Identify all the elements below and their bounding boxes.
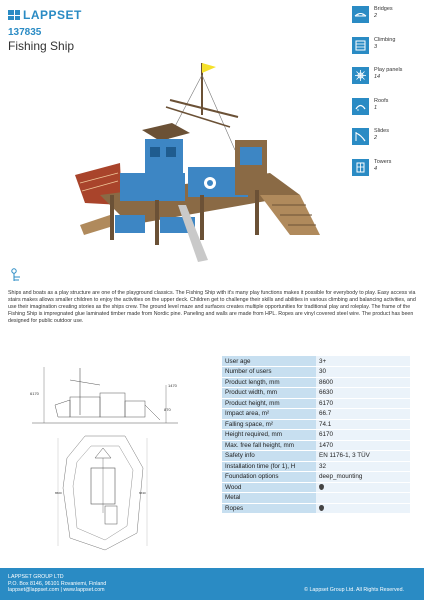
spec-value: 30 xyxy=(316,367,410,378)
drop-icon xyxy=(319,484,324,490)
table-row xyxy=(222,398,410,409)
bridge-icon xyxy=(352,6,369,23)
tower-icon xyxy=(352,159,369,176)
table-row xyxy=(222,419,410,430)
feature-play-panels xyxy=(352,67,422,98)
plan-length-label: 8600 xyxy=(55,491,62,495)
spec-value: 1470 xyxy=(316,440,410,451)
spec-value xyxy=(316,482,410,493)
feature-towers xyxy=(352,159,422,190)
spec-value: 6170 xyxy=(316,430,410,441)
table-row xyxy=(222,440,410,451)
spec-value: 66.7 xyxy=(316,409,410,420)
spec-value: EN 1176-1, 3 TÜV xyxy=(316,451,410,462)
brand-name: LAPPSET xyxy=(23,8,82,22)
spec-value: 32 xyxy=(316,461,410,472)
footer-copyright: © Lappset Group Ltd. All Rights Reserved. xyxy=(304,587,404,593)
drop-icon xyxy=(319,505,324,511)
brand-logo xyxy=(8,8,82,22)
spec-value: 8600 xyxy=(316,377,410,388)
feature-climbing xyxy=(352,37,422,68)
table-row xyxy=(222,367,410,378)
spec-key: Max. free fall height, mm xyxy=(222,440,316,451)
footer-address: P.O. Box 8146, 96101 Rovaniemi, Finland xyxy=(8,580,107,587)
fall-height-label: 1470 xyxy=(168,383,177,388)
spec-value: 74.1 xyxy=(316,419,410,430)
width-dimension-label: 870 xyxy=(164,407,171,412)
product-code: 137835 xyxy=(8,27,42,38)
table-row xyxy=(222,356,410,367)
spec-key: Falling space, m² xyxy=(222,419,316,430)
spec-key: Installation time (for 1), H xyxy=(222,461,316,472)
slide-icon xyxy=(352,128,369,145)
feature-count: 2 xyxy=(374,135,378,141)
spec-key: Metal xyxy=(222,493,316,504)
table-row xyxy=(222,377,410,388)
footer-company: LAPPSET GROUP LTD xyxy=(8,574,64,580)
spec-key: Impact area, m² xyxy=(222,409,316,420)
play-panel-icon xyxy=(352,67,369,84)
feature-label: Play panels xyxy=(374,67,403,73)
spec-key: Product width, mm xyxy=(222,388,316,399)
spec-key: Product length, mm xyxy=(222,377,316,388)
certification-icon xyxy=(10,268,22,282)
table-row xyxy=(222,493,410,504)
feature-count: 2 xyxy=(374,13,378,19)
feature-count: 3 xyxy=(374,43,378,50)
climbing-icon xyxy=(352,37,369,54)
spec-key: Height required, mm xyxy=(222,430,316,441)
height-dimension-label: 6170 xyxy=(30,391,39,396)
table-row xyxy=(222,503,410,514)
product-description: Ships and boats as a play structure are one of the playground classics. The Fishing Ship with it's many play functions makes it possible for everybody to play. Easy access via stairs makes allows smaller children to enjoy the activities on the upper deck. Children get to challenge their skills and abilities in various climbing and balancing activities, and use their imagination creating stories as the ships crew. The ground level maze and surfaces creates multiple opportunities for traditional play and roleplay. The frame of the Fishing Ship is impregnated glue laminated timber made from Nordic pine. Paneling and walls are made from HPL. Ropes are vinyl covered steel wire. The product has been designed for public outdoor use. xyxy=(8,290,416,324)
spec-key: Number of users xyxy=(222,367,316,378)
feature-label: Roofs xyxy=(374,97,389,104)
spec-value: deep_mounting xyxy=(316,472,410,483)
feature-label: Climbing xyxy=(374,36,396,43)
plan-drawing xyxy=(55,428,150,556)
fishing-ship-illustration xyxy=(60,55,330,270)
spec-key: Product height, mm xyxy=(222,398,316,409)
spec-key: Ropes xyxy=(222,503,316,514)
table-row xyxy=(222,482,410,493)
feature-count: 4 xyxy=(374,165,378,172)
page-footer xyxy=(0,568,424,600)
elevation-drawing xyxy=(30,365,180,425)
feature-label: Bridges xyxy=(374,6,393,12)
spec-value: 6630 xyxy=(316,388,410,399)
feature-list xyxy=(352,6,422,189)
table-row xyxy=(222,388,410,399)
spec-key: Foundation options xyxy=(222,472,316,483)
plan-width-label: 6630 xyxy=(139,491,146,495)
spec-value: 3+ xyxy=(316,356,410,367)
table-row xyxy=(222,430,410,441)
feature-slides xyxy=(352,128,422,159)
table-row xyxy=(222,461,410,472)
spec-table xyxy=(222,356,410,514)
table-row xyxy=(222,472,410,483)
spec-value: 6170 xyxy=(316,398,410,409)
feature-count: 14 xyxy=(374,74,381,80)
feature-roofs xyxy=(352,98,422,129)
feature-label: Towers xyxy=(374,158,392,165)
product-name: Fishing Ship xyxy=(8,39,75,53)
spec-value xyxy=(316,503,410,514)
spec-key: Safety info xyxy=(222,451,316,462)
feature-count: 1 xyxy=(374,104,378,111)
spec-key: User age xyxy=(222,356,316,367)
feature-label: Slides xyxy=(374,128,389,134)
spec-key: Wood xyxy=(222,482,316,493)
spec-value xyxy=(316,493,410,504)
table-row xyxy=(222,409,410,420)
feature-bridges xyxy=(352,6,422,37)
roof-icon xyxy=(352,98,369,115)
lappset-logo-icon xyxy=(8,10,20,20)
table-row xyxy=(222,451,410,462)
footer-contact-link[interactable]: lappset@lappset.com | www.lappset.com xyxy=(8,587,105,593)
